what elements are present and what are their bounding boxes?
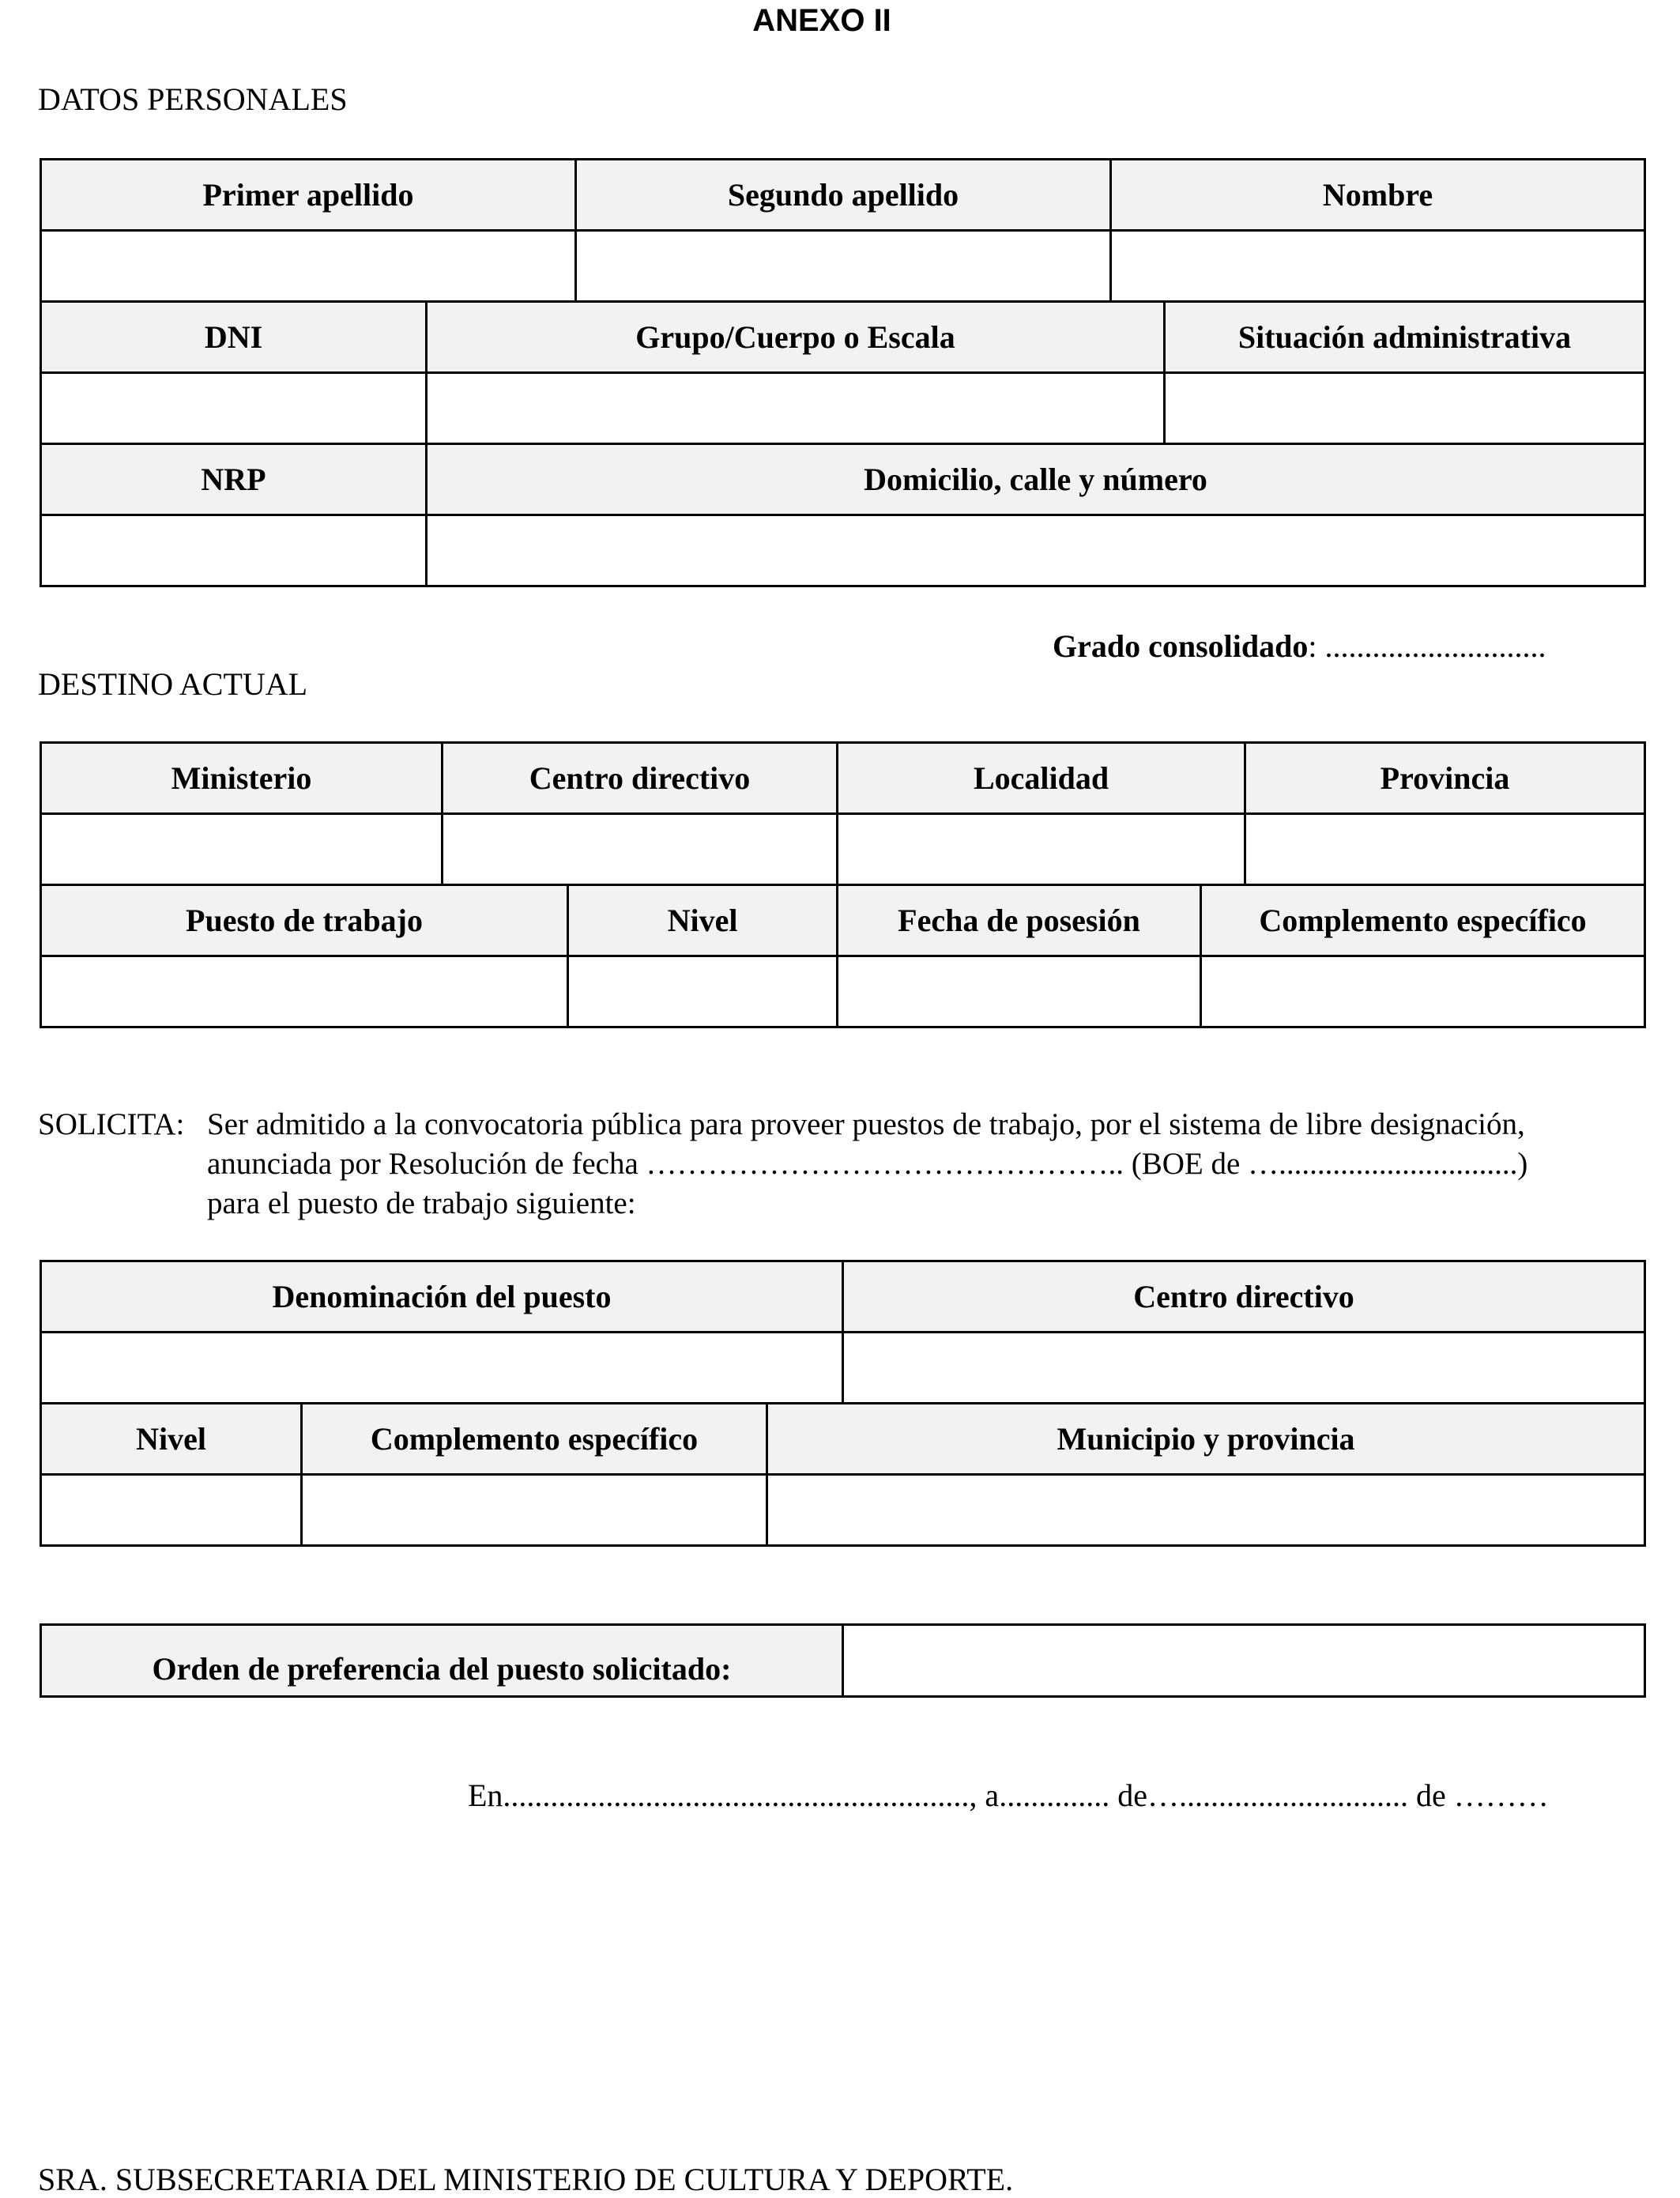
header-provincia: Provincia — [1245, 743, 1645, 814]
header-dni: DNI — [41, 302, 427, 373]
datos-personales-table — [40, 158, 1646, 587]
header-ministerio: Ministerio — [41, 743, 443, 814]
section-heading-destino-actual: DESTINO ACTUAL — [38, 666, 308, 702]
header-complemento-especifico: Complemento específico — [1201, 885, 1645, 956]
destinatario: SRA. SUBSECRETARIA DEL MINISTERIO DE CULTURA Y DEPORTE. — [38, 2162, 1014, 2197]
orden-preferencia-table — [40, 1623, 1646, 1698]
header-localidad: Localidad — [838, 743, 1245, 814]
solicita-line-3: para el puesto de trabajo siguiente: — [207, 1186, 636, 1220]
field-puesto-de-trabajo[interactable] — [41, 956, 568, 1027]
header-segundo-apellido: Segundo apellido — [576, 160, 1111, 231]
header-fecha-posesion: Fecha de posesión — [838, 885, 1201, 956]
field-centro-directivo[interactable] — [443, 814, 838, 885]
field-primer-apellido[interactable] — [41, 231, 576, 302]
grado-consolidado-value: : ............................ — [1308, 628, 1546, 664]
section-heading-datos-personales: DATOS PERSONALES — [38, 81, 348, 117]
field-ministerio[interactable] — [41, 814, 443, 885]
header-puesto-de-trabajo: Puesto de trabajo — [41, 885, 568, 956]
header-nombre: Nombre — [1111, 160, 1645, 231]
header-domicilio: Domicilio, calle y número — [427, 444, 1645, 515]
field-nivel[interactable] — [568, 956, 838, 1027]
field-orden-preferencia[interactable] — [843, 1625, 1645, 1697]
field-nrp[interactable] — [41, 515, 427, 586]
solicita-label: SOLICITA: — [38, 1107, 185, 1141]
header-complemento-especifico-puesto: Complemento específico — [302, 1404, 767, 1475]
header-grupo-cuerpo: Grupo/Cuerpo o Escala — [427, 302, 1165, 373]
destino-actual-table — [40, 741, 1646, 1028]
grado-consolidado-label: Grado consolidado — [1053, 628, 1309, 664]
field-municipio-provincia[interactable] — [767, 1475, 1645, 1546]
solicita-line-1: Ser admitido a la convocatoria pública para proveer puestos de trabajo, por el sistema de libre designación, — [207, 1107, 1525, 1141]
field-dni[interactable] — [41, 373, 427, 444]
header-nrp: NRP — [41, 444, 427, 515]
header-denominacion-puesto: Denominación del puesto — [41, 1261, 843, 1333]
field-nombre[interactable] — [1111, 231, 1645, 302]
field-centro-directivo-puesto[interactable] — [843, 1333, 1645, 1404]
header-centro-directivo: Centro directivo — [443, 743, 838, 814]
field-grupo-cuerpo[interactable] — [427, 373, 1165, 444]
field-complemento-especifico-puesto[interactable] — [302, 1475, 767, 1546]
header-nivel: Nivel — [568, 885, 838, 956]
field-complemento-especifico[interactable] — [1201, 956, 1645, 1027]
field-domicilio[interactable] — [427, 515, 1645, 586]
field-nivel-puesto[interactable] — [41, 1475, 302, 1546]
field-denominacion-puesto[interactable] — [41, 1333, 843, 1404]
header-situacion-administrativa: Situación administrativa — [1165, 302, 1645, 373]
orden-preferencia-label: Orden de preferencia del puesto solicitado: — [41, 1625, 843, 1697]
field-segundo-apellido[interactable] — [576, 231, 1111, 302]
solicita-line-2: anunciada por Resolución de fecha ……………………………………….. (BOE de …...............................) — [207, 1147, 1528, 1181]
header-primer-apellido: Primer apellido — [41, 160, 576, 231]
puesto-solicitado-table — [40, 1260, 1646, 1547]
field-fecha-posesion[interactable] — [838, 956, 1201, 1027]
header-nivel-puesto: Nivel — [41, 1404, 302, 1475]
header-centro-directivo-puesto: Centro directivo — [843, 1261, 1645, 1333]
field-localidad[interactable] — [838, 814, 1245, 885]
lugar-fecha-line: En..........................................................., a.............. de…............................. de ……… — [468, 1778, 1549, 1813]
grado-consolidado — [1053, 628, 1546, 665]
field-situacion-administrativa[interactable] — [1165, 373, 1645, 444]
field-provincia[interactable] — [1245, 814, 1645, 885]
header-municipio-provincia: Municipio y provincia — [767, 1404, 1645, 1475]
page-title: ANEXO II — [752, 3, 891, 38]
